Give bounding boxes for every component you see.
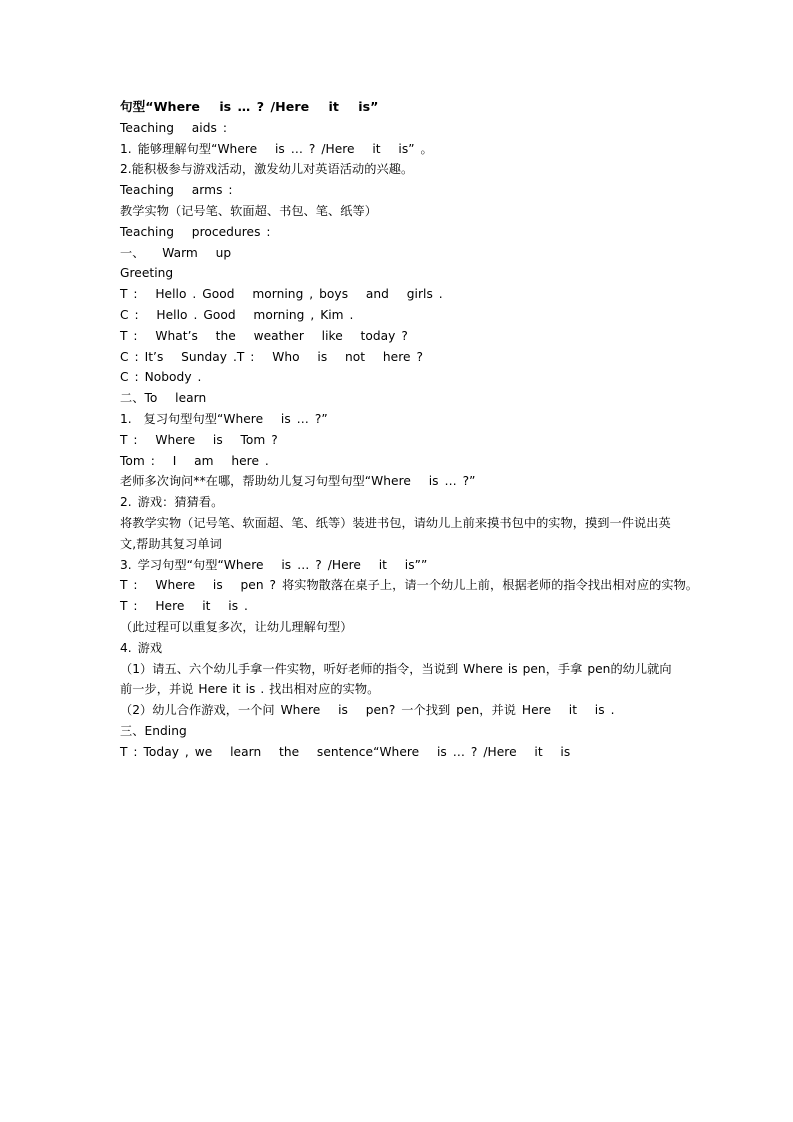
step-2-heading: 2. 游戏：猜猜看。 [120,495,224,510]
objective-1: 1. 能够理解句型“Where is … ? /Here it is” 。 [120,141,433,156]
teaching-arms-heading: Teaching arms : [120,183,233,198]
note-line: （此过程可以重复多次，让幼儿理解句型） [120,619,353,634]
step-1-heading: 1. 复习句型句型“Where is … ?” [120,411,328,426]
step-3-heading: 3. 学习句型“句型“Where is … ? /Here it is”” [120,557,428,572]
procedures-heading: Teaching procedures : [120,224,271,239]
document-title: 句型“Where is … ? /Here it is” [120,99,379,114]
dialogue-line: T : Where is Tom ? [120,432,278,447]
objective-2: 2.能积极参与游戏活动，激发幼儿对英语活动的兴趣。 [120,162,414,177]
teaching-aids-heading: Teaching aids : [120,120,228,135]
dialogue-line: C : Hello . Good morning , Kim . [120,307,354,322]
game-step-1: （1）请五、六个幼儿手拿一件实物，听好老师的指令，当说到 Where is pen，手拿 pen的幼儿就向前一步，并说 Here it is . 找出相对应的实物。 [120,661,672,697]
step-4-heading: 4. 游戏 [120,640,163,655]
document-body [120,97,699,763]
dialogue-line: T : Here it is . [120,599,248,614]
materials-line: 教学实物（记号笔、软面超、书包、笔、纸等） [120,203,377,218]
dialogue-line: C : It’s Sunday .T : Who is not here ? [120,349,423,364]
dialogue-line: C : Nobody . [120,370,202,385]
dialogue-line: Tom : I am here . [120,453,269,468]
dialogue-line: T : Where is pen ? 将实物散落在桌子上，请一个幼儿上前，根据老师的指令找出相对应的实物。 [120,578,699,593]
section-warm-up: 一、 Warm up [120,245,232,260]
section-to-learn: 二、To learn [120,391,207,406]
greeting-label: Greeting [120,266,174,281]
dialogue-line: T : Hello . Good morning , boys and girls . [120,287,443,302]
dialogue-line: T : What’s the weather like today ? [120,328,408,343]
section-ending: 三、Ending [120,723,187,738]
dialogue-line: T : Today , we learn the sentence“Where is … ? /Here it is [120,744,571,759]
instruction-paragraph: 将教学实物（记号笔、软面超、笔、纸等）装进书包，请幼儿上前来摸书包中的实物，摸到一件说出英文,帮助其复习单词 [120,515,671,551]
instruction-line: 老师多次询问**在哪，帮助幼儿复习句型句型“Where is … ?” [120,474,476,489]
game-step-2: （2）幼儿合作游戏，一个问 Where is pen? 一个找到 pen，并说 Here it is . [120,703,615,718]
